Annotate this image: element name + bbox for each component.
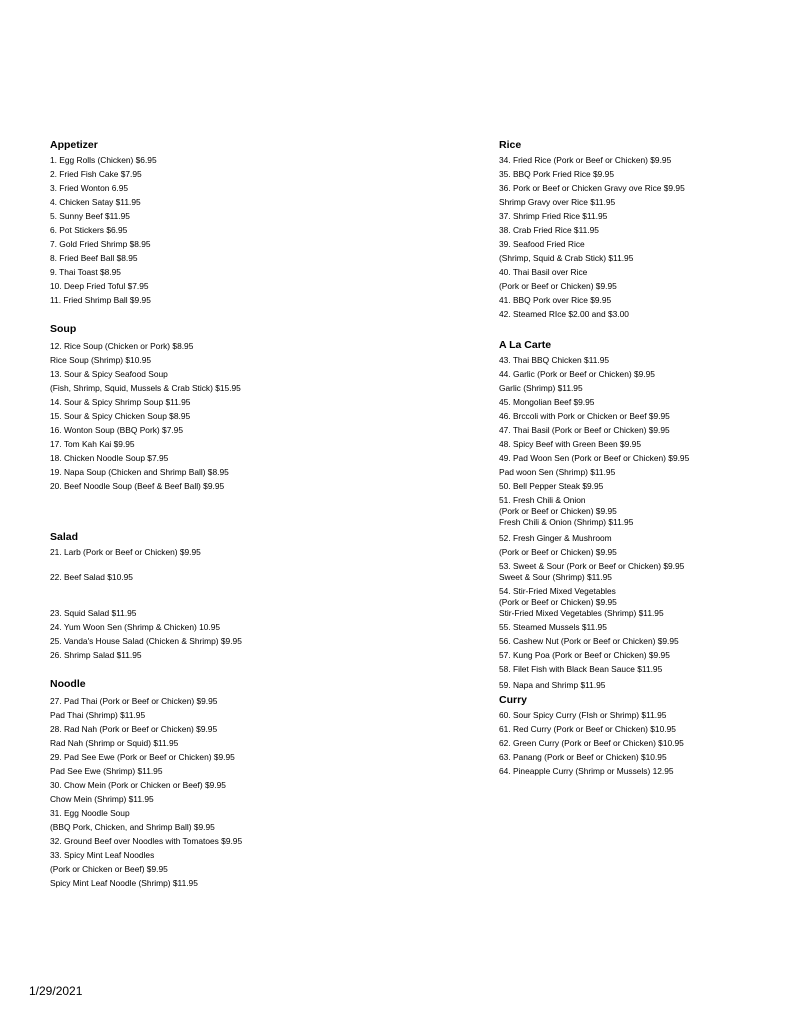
menu-item: (BBQ Pork, Chicken, and Shrimp Ball) $9.95 xyxy=(50,822,215,832)
menu-item: 39. Seafood Fried Rice xyxy=(499,239,585,249)
menu-item: (Shrimp, Squid & Crab Stick) $11.95 xyxy=(499,253,634,263)
menu-item: 21. Larb (Pork or Beef or Chicken) $9.95 xyxy=(50,547,201,557)
menu-item: 18. Chicken Noodle Soup $7.95 xyxy=(50,453,169,463)
menu-item: 64. Pineapple Curry (Shrimp or Mussels) 12.95 xyxy=(499,766,674,776)
menu-item: Rad Nah (Shrimp or Squid) $11.95 xyxy=(50,738,179,748)
menu-item: 46. Brccoli with Pork or Chicken or Beef $9.95 xyxy=(499,411,670,421)
menu-item: 54. Stir-Fried Mixed Vegetables xyxy=(499,586,616,596)
menu-item: 16. Wonton Soup (BBQ Pork) $7.95 xyxy=(50,425,183,435)
menu-item: 7. Gold Fried Shrimp $8.95 xyxy=(50,239,151,249)
menu-item: 56. Cashew Nut (Pork or Beef or Chicken) $9.95 xyxy=(499,636,679,646)
menu-item: 15. Sour & Spicy Chicken Soup $8.95 xyxy=(50,411,191,421)
menu-item: 19. Napa Soup (Chicken and Shrimp Ball) $8.95 xyxy=(50,467,229,477)
menu-item: 26. Shrimp Salad $11.95 xyxy=(50,650,142,660)
soup-heading: Soup xyxy=(50,323,77,335)
menu-item: 23. Squid Salad $11.95 xyxy=(50,608,137,618)
alacarte-heading: A La Carte xyxy=(499,339,552,351)
menu-item: 51. Fresh Chili & Onion xyxy=(499,495,586,505)
menu-item: 2. Fried Fish Cake $7.95 xyxy=(50,169,142,179)
menu-item: 58. Filet Fish with Black Bean Sauce $11.95 xyxy=(499,664,663,674)
menu-item: 36. Pork or Beef or Chicken Gravy ove Rice $9.95 xyxy=(499,183,685,193)
menu-item: 57. Kung Poa (Pork or Beef or Chicken) $9.95 xyxy=(499,650,670,660)
menu-item: 5. Sunny Beef $11.95 xyxy=(50,211,130,221)
menu-item: 24. Yum Woon Sen (Shrimp & Chicken) 10.95 xyxy=(50,622,221,632)
curry-heading: Curry xyxy=(499,694,528,706)
menu-item: 9. Thai Toast $8.95 xyxy=(50,267,121,277)
menu-item: 12. Rice Soup (Chicken or Pork) $8.95 xyxy=(50,341,194,351)
menu-item: 63. Panang (Pork or Beef or Chicken) $10.95 xyxy=(499,752,667,762)
menu-item: 59. Napa and Shrimp $11.95 xyxy=(499,680,606,690)
menu-item: 41. BBQ Pork over Rice $9.95 xyxy=(499,295,612,305)
menu-item: Chow Mein (Shrimp) $11.95 xyxy=(50,794,154,804)
menu-item: Pad woon Sen (Shrimp) $11.95 xyxy=(499,467,616,477)
menu-item: 35. BBQ Pork Fried Rice $9.95 xyxy=(499,169,614,179)
menu-item: 17. Tom Kah Kai $9.95 xyxy=(50,439,135,449)
menu-item: 53. Sweet & Sour (Pork or Beef or Chicken) $9.95 xyxy=(499,561,685,571)
menu-item: 14. Sour & Spicy Shrimp Soup $11.95 xyxy=(50,397,191,407)
menu-item: 3. Fried Wonton 6.95 xyxy=(50,183,129,193)
menu-item: 45. Mongolian Beef $9.95 xyxy=(499,397,595,407)
menu-item: (Pork or Beef or Chicken) $9.95 xyxy=(499,281,617,291)
menu-item: Pad See Ewe (Shrimp) $11.95 xyxy=(50,766,163,776)
menu-item: 30. Chow Mein (Pork or Chicken or Beef) $9.95 xyxy=(50,780,226,790)
menu-item: 37. Shrimp Fried Rice $11.95 xyxy=(499,211,608,221)
menu-item: 6. Pot Stickers $6.95 xyxy=(50,225,128,235)
menu-item: 48. Spicy Beef with Green Been $9.95 xyxy=(499,439,641,449)
menu-item: Rice Soup (Shrimp) $10.95 xyxy=(50,355,152,365)
noodle-heading: Noodle xyxy=(50,678,86,690)
menu-item: 43. Thai BBQ Chicken $11.95 xyxy=(499,355,610,365)
menu-item: 38. Crab Fried Rice $11.95 xyxy=(499,225,599,235)
menu-item: 4. Chicken Satay $11.95 xyxy=(50,197,141,207)
menu-item: 27. Pad Thai (Pork or Beef or Chicken) $9.95 xyxy=(50,696,218,706)
menu-item: 32. Ground Beef over Noodles with Tomatoes $9.95 xyxy=(50,836,243,846)
menu-item: (Pork or Chicken or Beef) $9.95 xyxy=(50,864,168,874)
menu-item: 22. Beef Salad $10.95 xyxy=(50,572,133,582)
menu-item: 25. Vanda's House Salad (Chicken & Shrimp) $9.95 xyxy=(50,636,242,646)
menu-item: 50. Bell Pepper Steak $9.95 xyxy=(499,481,604,491)
menu-item: 60. Sour Spicy Curry (FIsh or Shrimp) $11.95 xyxy=(499,710,667,720)
menu-item: 28. Rad Nah (Pork or Beef or Chicken) $9.95 xyxy=(50,724,218,734)
menu-item: 11. Fried Shrimp Ball $9.95 xyxy=(50,295,151,305)
menu-item: Sweet & Sour (Shrimp) $11.95 xyxy=(499,572,612,582)
menu-item: (Pork or Beef or Chicken) $9.95 xyxy=(499,597,617,607)
menu-item: (Fish, Shrimp, Squid, Mussels & Crab Stick) $15.95 xyxy=(50,383,241,393)
menu-item: 44. Garlic (Pork or Beef or Chicken) $9.95 xyxy=(499,369,655,379)
menu-item: 8. Fried Beef Ball $8.95 xyxy=(50,253,138,263)
menu-item: 55. Steamed Mussels $11.95 xyxy=(499,622,607,632)
menu-item: Pad Thai (Shrimp) $11.95 xyxy=(50,710,146,720)
menu-item: 29. Pad See Ewe (Pork or Beef or Chicken) $9.95 xyxy=(50,752,235,762)
menu-item: 61. Red Curry (Pork or Beef or Chicken) $10.95 xyxy=(499,724,676,734)
menu-item: (Pork or Beef or Chicken) $9.95 xyxy=(499,506,617,516)
menu-item: 62. Green Curry (Pork or Beef or Chicken) $10.95 xyxy=(499,738,684,748)
menu-item: Spicy Mint Leaf Noodle (Shrimp) $11.95 xyxy=(50,878,198,888)
menu-item: 42. Steamed RIce $2.00 and $3.00 xyxy=(499,309,629,319)
menu-item: 34. Fried Rice (Pork or Beef or Chicken) $9.95 xyxy=(499,155,672,165)
menu-item: 52. Fresh Ginger & Mushroom xyxy=(499,533,612,543)
menu-item: 13. Sour & Spicy Seafood Soup xyxy=(50,369,168,379)
print-date: 1/29/2021 xyxy=(29,984,83,998)
menu-item: 1. Egg Rolls (Chicken) $6.95 xyxy=(50,155,157,165)
menu-item: 47. Thai Basil (Pork or Beef or Chicken) $9.95 xyxy=(499,425,670,435)
menu-item: Shrimp Gravy over Rice $11.95 xyxy=(499,197,616,207)
menu-item: (Pork or Beef or Chicken) $9.95 xyxy=(499,547,617,557)
menu-item: Fresh Chili & Onion (Shrimp) $11.95 xyxy=(499,517,634,527)
appetizer-heading: Appetizer xyxy=(50,139,98,151)
rice-heading: Rice xyxy=(499,139,522,151)
menu-item: 31. Egg Noodle Soup xyxy=(50,808,130,818)
menu-item: 33. Spicy Mint Leaf Noodles xyxy=(50,850,155,860)
menu-item: Stir-Fried Mixed Vegetables (Shrimp) $11.95 xyxy=(499,608,664,618)
salad-heading: Salad xyxy=(50,531,79,543)
menu-item: 20. Beef Noodle Soup (Beef & Beef Ball) $9.95 xyxy=(50,481,225,491)
menu-item: 10. Deep Fried Toful $7.95 xyxy=(50,281,149,291)
menu-item: 40. Thai Basil over Rice xyxy=(499,267,588,277)
menu-item: Garlic (Shrimp) $11.95 xyxy=(499,383,583,393)
menu-item: 49. Pad Woon Sen (Pork or Beef or Chicken) $9.95 xyxy=(499,453,690,463)
